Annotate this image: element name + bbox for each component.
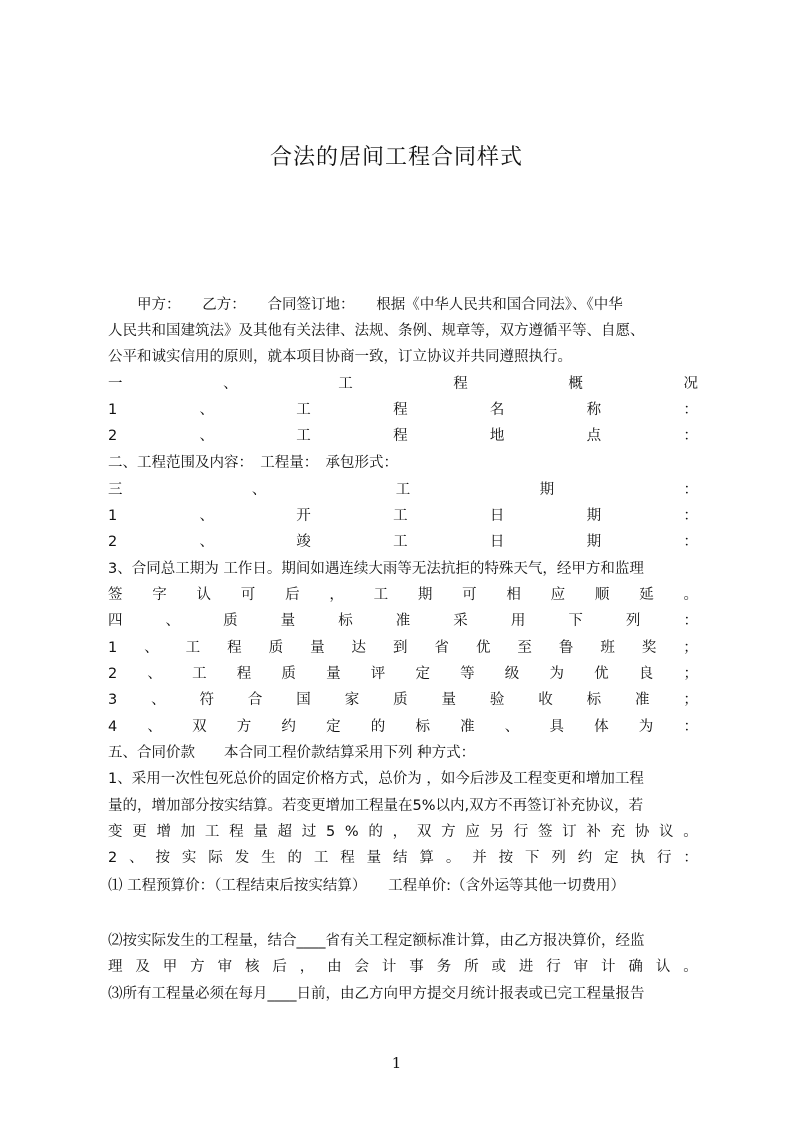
text-line: ⑶所有工程量必须在每月____日前，由乙方向甲方提交月统计报表或已完工程量报告 — [108, 986, 645, 1002]
text-line: 五、合同价款 本合同工程价款结算采用下列 种方式： — [108, 745, 476, 761]
text-line: 人民共和国建筑法》及其他有关法律、法规、条例、规章等，双方遵循平等、自愿、 — [108, 323, 645, 339]
text-line: 3、合同总工期为 工作日。期间如遇连续大雨等无法抗拒的特殊天气，经甲方和监理 — [108, 561, 644, 577]
text-line: 甲方： 乙方： 合同签订地： 根据《中华人民共和国合同法》、《中华 — [108, 297, 623, 313]
document-title: 合法的居间工程合同样式 — [269, 145, 523, 170]
text-line: 1 、 工 程 名 称 ： — [108, 402, 698, 418]
text-line: 签 字 认 可 后 ， 工 期 可 相 应 顺 延 。 — [108, 587, 698, 603]
text-line: 公平和诚实信用的原则，就本项目协商一致，订立协议并共同遵照执行。 — [108, 349, 572, 365]
text-line: 三 、 工 期 ： — [108, 482, 698, 498]
text-line: 量的，增加部分按实结算。若变更增加工程量在5%以内,双方不再签订补充协议，若 — [108, 798, 644, 814]
text-line: 1 、 开 工 日 期 ： — [108, 508, 698, 524]
text-line: 四 、 质 量 标 准 采 用 下 列 ： — [108, 613, 698, 629]
text-line: ⑴ 工程预算价：（工程结束后按实结算） 工程单价:（含外运等其他一切费用） — [108, 878, 625, 894]
text-line: 变 更 增 加 工 程 量 超 过 5 % 的 ， 双 方 应 另 行 签 订 补 充 协 议 。 — [108, 824, 698, 840]
text-line: 2 、 按 实 际 发 生 的 工 程 量 结 算 。 并 按 下 列 约 定 执 行 ： — [108, 850, 698, 866]
text-line: 二、工程范围及内容： 工程量： 承包形式： — [108, 455, 398, 471]
text-line: ⑵按实际发生的工程量，结合____省有关工程定额标准计算，由乙方报决算价，经监 — [108, 933, 645, 949]
text-line: 2 、 工 程 质 量 评 定 等 级 为 优 良 ； — [108, 666, 698, 682]
text-line: 一 、 工 程 概 况 — [108, 376, 698, 392]
text-line: 1、采用一次性包死总价的固定价格方式，总价为 ，如今后涉及工程变更和增加工程 — [108, 771, 644, 787]
text-line: 3 、 符 合 国 家 质 量 验 收 标 准 ； — [108, 692, 698, 708]
text-line: 理 及 甲 方 审 核 后 ， 由 会 计 事 务 所 或 进 行 审 计 确 认 。 — [108, 959, 698, 975]
text-line: 2 、 工 程 地 点 ： — [108, 428, 698, 444]
text-line: 2 、 竣 工 日 期 ： — [108, 534, 698, 550]
text-line: 1 、 工 程 质 量 达 到 省 优 至 鲁 班 奖 ； — [108, 640, 698, 656]
page-number: 1 — [391, 1054, 402, 1072]
text-line: 4 、 双 方 约 定 的 标 准 、 具 体 为 ： — [108, 719, 698, 735]
